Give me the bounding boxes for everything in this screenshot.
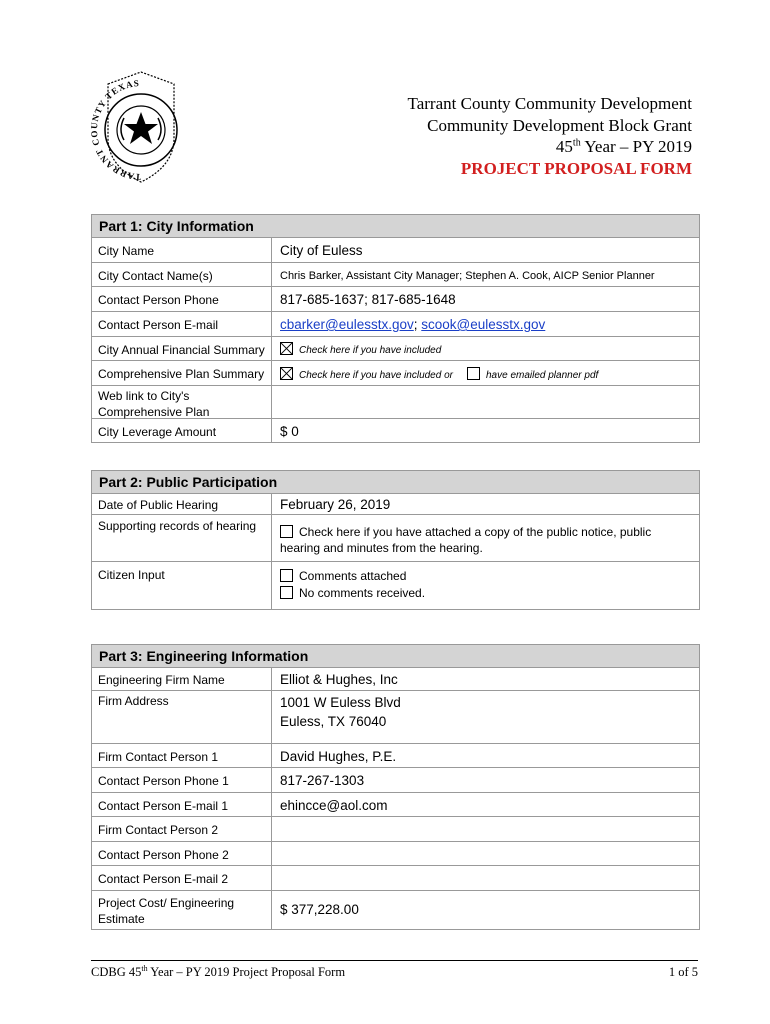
table-row <box>92 494 699 515</box>
leverage-label: City Leverage Amount <box>92 419 272 442</box>
header-line2: Community Development Block Grant <box>427 115 692 135</box>
email2-field[interactable] <box>272 866 699 890</box>
table-row <box>92 842 699 866</box>
contact-email-label: Contact Person E-mail <box>92 312 272 336</box>
part3-title: Part 3: Engineering Information <box>92 645 699 668</box>
contact1-label: Firm Contact Person 1 <box>92 744 272 767</box>
records-checkbox[interactable] <box>280 525 293 538</box>
city-name-label: City Name <box>92 238 272 262</box>
part1-city-information <box>91 214 700 443</box>
table-row <box>92 562 699 610</box>
no-comments-checkbox[interactable] <box>280 586 293 599</box>
email-link-2[interactable]: scook@eulesstx.gov <box>421 317 546 332</box>
contact1-field[interactable]: David Hughes, P.E. <box>280 749 397 764</box>
financial-check-text: Check here if you have included <box>299 345 442 356</box>
phone2-label: Contact Person Phone 2 <box>92 842 272 865</box>
phone1-label: Contact Person Phone 1 <box>92 768 272 792</box>
records-text: Check here if you have attached a copy of the public notice, public hearing and minutes from the hearing. <box>280 525 652 555</box>
weblink-label: Web link to City's Comprehensive Plan <box>92 386 272 418</box>
seal-ring-text: TARRANT COUNTY TEXAS <box>88 77 142 183</box>
table-row <box>92 263 699 287</box>
footer-form-name: CDBG 45th Year – PY 2019 Project Proposal Form <box>91 963 346 979</box>
leverage-field[interactable]: $ 0 <box>280 424 299 439</box>
part2-title: Part 2: Public Participation <box>92 471 699 494</box>
firm-name-field[interactable]: Elliot & Hughes, Inc <box>280 672 398 687</box>
table-row <box>92 515 699 562</box>
page-number: 1 of 5 <box>668 965 698 979</box>
contact-phone-field[interactable]: 817-685-1637; 817-685-1648 <box>280 292 456 307</box>
email1-label: Contact Person E-mail 1 <box>92 793 272 816</box>
contact2-field[interactable] <box>272 817 699 841</box>
table-row <box>92 768 699 793</box>
table-row <box>92 668 699 691</box>
part3-engineering-information <box>91 644 700 930</box>
contact2-label: Firm Contact Person 2 <box>92 817 272 841</box>
records-label: Supporting records of hearing <box>92 515 272 561</box>
emailed-pdf-text: have emailed planner pdf <box>485 370 599 381</box>
financial-summary-checkbox[interactable] <box>280 342 293 355</box>
comments-attached-checkbox[interactable] <box>280 569 293 582</box>
comments-attached-text: Comments attached <box>299 569 407 583</box>
no-comments-text: No comments received. <box>299 586 426 600</box>
table-row <box>92 817 699 842</box>
table-row <box>92 419 699 443</box>
header-line1: Tarrant County Community Development <box>407 94 692 113</box>
phone1-field[interactable]: 817-267-1303 <box>280 773 365 788</box>
comp-plan-checkbox[interactable] <box>280 367 293 380</box>
comp-plan-label: Comprehensive Plan Summary <box>92 361 272 385</box>
hearing-date-label: Date of Public Hearing <box>92 494 272 514</box>
email1-field[interactable]: ehincce@aol.com <box>280 798 388 813</box>
contact-phone-label: Contact Person Phone <box>92 287 272 311</box>
form-title: PROJECT PROPOSAL FORM <box>460 158 692 178</box>
part2-public-participation <box>91 470 700 610</box>
firm-name-label: Engineering Firm Name <box>92 668 272 690</box>
tarrant-county-seal <box>88 68 194 186</box>
table-row <box>92 891 699 930</box>
table-row <box>92 866 699 891</box>
table-row <box>92 691 699 744</box>
table-row <box>92 337 699 361</box>
city-name-field[interactable]: City of Euless <box>280 243 363 258</box>
contact-names-label: City Contact Name(s) <box>92 263 272 286</box>
table-row <box>92 744 699 768</box>
email-link-1[interactable]: cbarker@eulesstx.gov <box>280 317 414 332</box>
document-header <box>408 93 692 179</box>
table-row <box>92 287 699 312</box>
financial-summary-label: City Annual Financial Summary <box>92 337 272 360</box>
firm-address-field[interactable]: 1001 W Euless Blvd Euless, TX 76040 <box>280 695 401 729</box>
table-row <box>92 238 699 263</box>
weblink-field[interactable] <box>272 386 699 418</box>
table-row <box>92 361 699 386</box>
cost-label: Project Cost/ Engineering Estimate <box>92 891 272 929</box>
part1-title: Part 1: City Information <box>92 215 699 238</box>
firm-address-label: Firm Address <box>92 691 272 743</box>
contact-email-field[interactable]: cbarker@eulesstx.gov; scook@eulesstx.gov <box>280 317 546 332</box>
table-row <box>92 312 699 337</box>
contact-names-field[interactable]: Chris Barker, Assistant City Manager; Stephen A. Cook, AICP Senior Planner <box>280 270 655 282</box>
cost-field[interactable]: $ 377,228.00 <box>280 902 359 917</box>
emailed-pdf-checkbox[interactable] <box>467 367 480 380</box>
table-row <box>92 386 699 419</box>
hearing-date-field[interactable]: February 26, 2019 <box>280 497 391 512</box>
page-footer <box>91 960 698 980</box>
citizen-input-label: Citizen Input <box>92 562 272 609</box>
comp-plan-check-text: Check here if you have included or <box>299 370 453 381</box>
phone2-field[interactable] <box>272 842 699 865</box>
table-row <box>92 793 699 817</box>
email2-label: Contact Person E-mail 2 <box>92 866 272 890</box>
header-line3: 45th Year – PY 2019 <box>555 137 692 156</box>
